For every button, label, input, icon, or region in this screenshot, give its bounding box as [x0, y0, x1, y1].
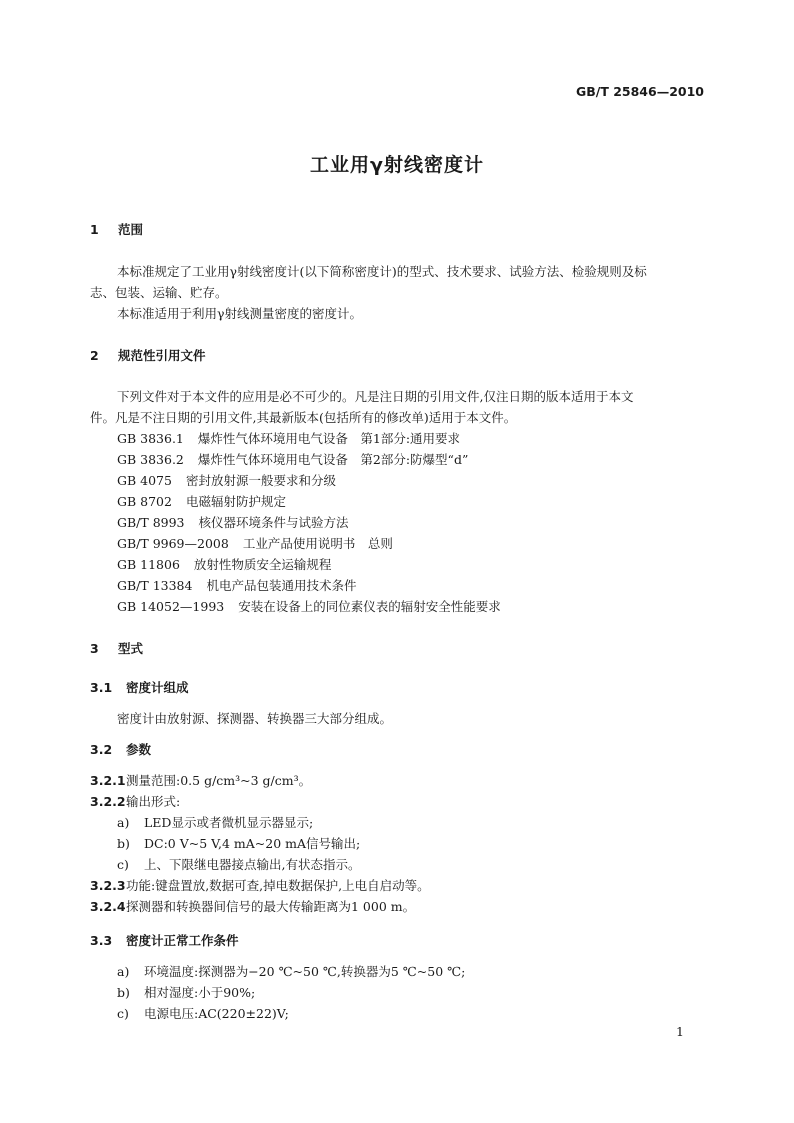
clause-number: 3.2.3 [90, 878, 126, 893]
reference-title: 机电产品包装通用技术条件 [206, 578, 357, 593]
reference-code: GB 3836.2 [117, 452, 184, 467]
paragraph: 本标准适用于利用γ射线测量密度的密度计。 [117, 306, 362, 321]
list-label: c) [117, 857, 129, 872]
reference-code: GB 11806 [117, 557, 180, 572]
clause-text: 测量范围:0.5 g/cm³~3 g/cm³。 [126, 773, 312, 788]
reference-title: 安装在设备上的同位素仪表的辐射安全性能要求 [238, 599, 501, 614]
section-number: 2 [90, 348, 99, 363]
clause-3-2-3 [90, 876, 430, 894]
subsection-number: 3.2 [90, 742, 113, 757]
list-label: c) [117, 1006, 129, 1021]
reference-code: GB 14052—1993 [117, 599, 225, 614]
reference-code: GB 4075 [117, 473, 172, 488]
reference-code: GB/T 13384 [117, 578, 193, 593]
reference-item [117, 513, 349, 531]
subsection-3-2-heading [90, 740, 151, 758]
reference-title: 放射性物质安全运输规程 [193, 557, 332, 572]
list-text: LED显示或者微机显示器显示; [144, 815, 314, 830]
clause-text: 探测器和转换器间信号的最大传输距离为1 000 m。 [126, 899, 416, 914]
reference-item [117, 576, 356, 594]
reference-title: 爆炸性气体环境用电气设备 第2部分:防爆型“d” [197, 452, 469, 467]
reference-item [117, 597, 501, 615]
page-number: 1 [676, 1024, 684, 1039]
list-label: b) [117, 985, 130, 1000]
reference-code: GB/T 8993 [117, 515, 185, 530]
reference-title: 工业产品使用说明书 总则 [242, 536, 393, 551]
clause-3-2-2 [90, 792, 180, 810]
reference-item [117, 534, 393, 552]
reference-title: 电磁辐射防护规定 [185, 494, 286, 509]
section-number: 3 [90, 641, 99, 656]
clause-text: 输出形式: [126, 794, 181, 809]
list-text: 相对湿度:小于90%; [144, 985, 256, 1000]
list-item [117, 834, 360, 852]
reference-title: 爆炸性气体环境用电气设备 第1部分:通用要求 [197, 431, 461, 446]
section-number: 1 [90, 222, 99, 237]
reference-item [117, 471, 336, 489]
subsection-title: 密度计正常工作条件 [126, 933, 239, 948]
clause-number: 3.2.2 [90, 794, 126, 809]
reference-item [117, 429, 460, 447]
list-item [117, 813, 313, 831]
reference-item [117, 450, 468, 468]
list-text: DC:0 V~5 V,4 mA~20 mA信号输出; [144, 836, 361, 851]
list-text: 电源电压:AC(220±22)V; [144, 1006, 289, 1021]
clause-number: 3.2.1 [90, 773, 126, 788]
reference-code: GB/T 9969—2008 [117, 536, 229, 551]
paragraph-line: 件。凡是不注日期的引用文件,其最新版本(包括所有的修改单)适用于本文件。 [90, 410, 517, 425]
section-title: 范围 [118, 222, 144, 237]
subsection-3-1-heading [90, 678, 189, 696]
clause-number: 3.2.4 [90, 899, 126, 914]
subsection-3-3-heading [90, 931, 239, 949]
subsection-number: 3.1 [90, 680, 113, 695]
reference-title: 核仪器环境条件与试验方法 [198, 515, 349, 530]
reference-title: 密封放射源一般要求和分级 [185, 473, 336, 488]
list-text: 环境温度:探测器为−20 ℃~50 ℃,转换器为5 ℃~50 ℃; [144, 964, 466, 979]
reference-item [117, 492, 286, 510]
paragraph: 密度计由放射源、探测器、转换器三大部分组成。 [117, 711, 393, 726]
list-label: b) [117, 836, 130, 851]
list-item [117, 962, 465, 980]
section-title: 型式 [118, 641, 144, 656]
paragraph-line: 本标准规定了工业用γ射线密度计(以下简称密度计)的型式、技术要求、试验方法、检验规则及标 [117, 264, 647, 279]
section-1-heading [90, 220, 143, 238]
reference-item [117, 555, 331, 573]
subsection-number: 3.3 [90, 933, 113, 948]
subsection-title: 密度计组成 [126, 680, 189, 695]
clause-text: 功能:键盘置放,数据可查,掉电数据保护,上电自启动等。 [126, 878, 430, 893]
list-label: a) [117, 815, 130, 830]
list-item [117, 1004, 289, 1022]
standard-code: GB/T 25846—2010 [575, 84, 704, 99]
section-title: 规范性引用文件 [118, 348, 206, 363]
clause-3-2-1 [90, 771, 311, 789]
section-3-heading [90, 639, 143, 657]
list-text: 上、下限继电器接点输出,有状态指示。 [144, 857, 361, 872]
section-2-heading [90, 346, 206, 364]
paragraph-line: 下列文件对于本文件的应用是必不可少的。凡是注日期的引用文件,仅注日期的版本适用于本文 [117, 389, 634, 404]
document-title: 工业用γ射线密度计 [310, 154, 484, 176]
subsection-title: 参数 [126, 742, 152, 757]
list-label: a) [117, 964, 130, 979]
list-item [117, 983, 255, 1001]
reference-code: GB 8702 [117, 494, 172, 509]
list-item [117, 855, 360, 873]
reference-code: GB 3836.1 [117, 431, 184, 446]
paragraph-line: 志、包装、运输、贮存。 [90, 285, 228, 300]
clause-3-2-4 [90, 897, 415, 915]
